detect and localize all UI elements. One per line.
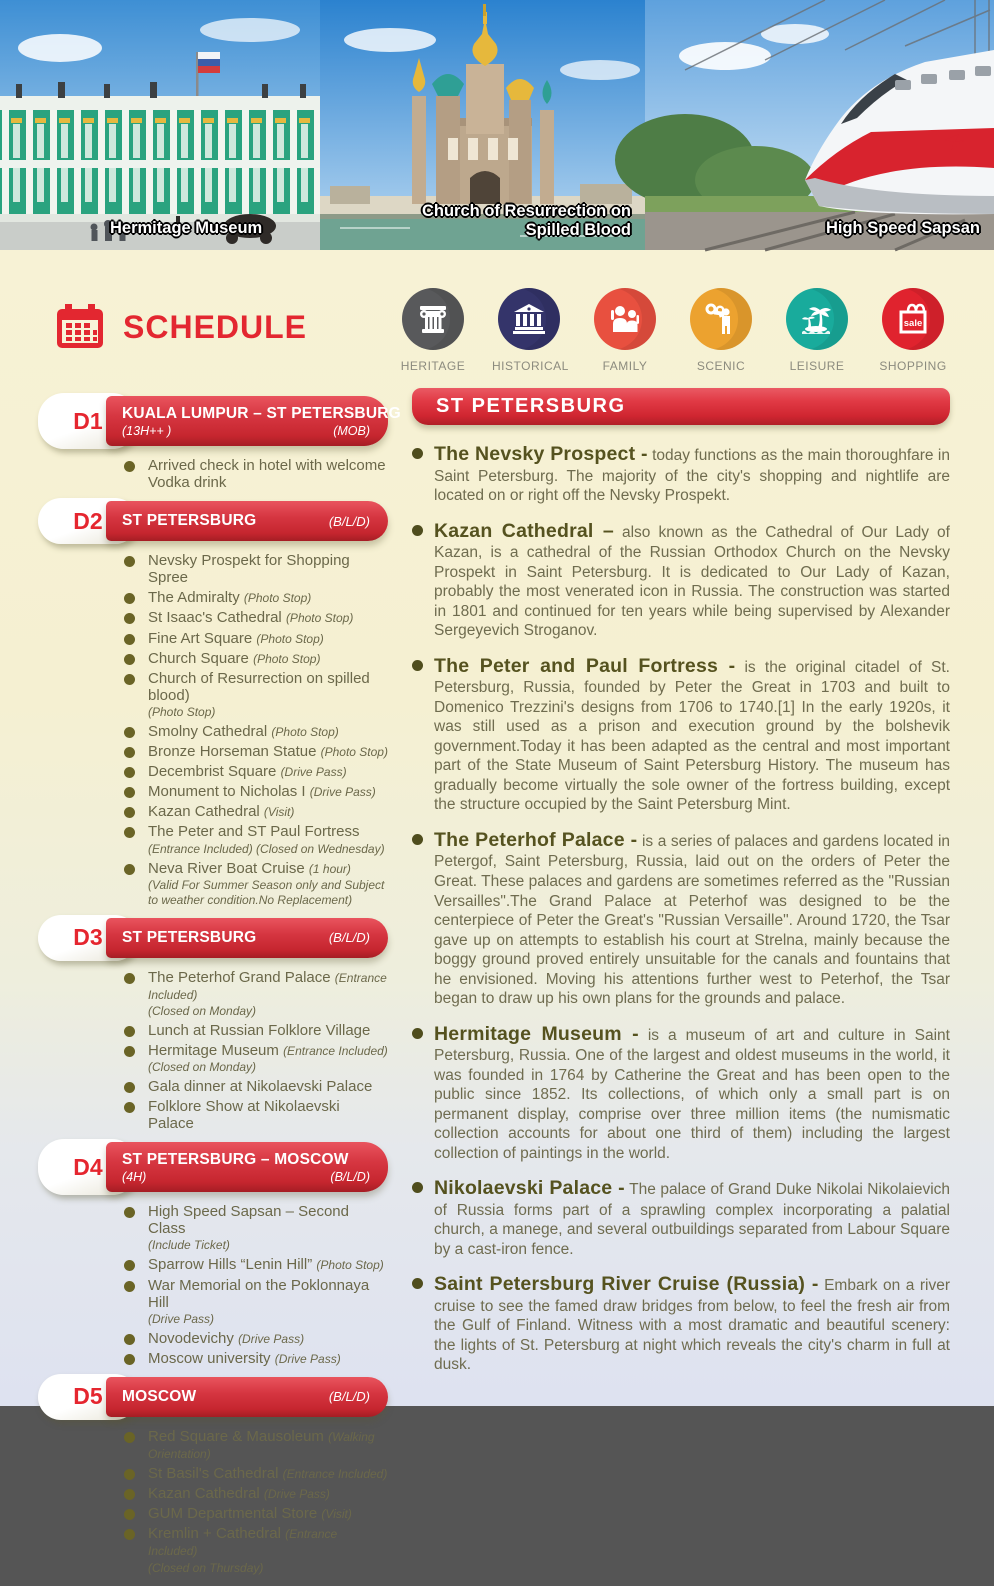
item-label: Monument to Nicholas I [148, 783, 306, 801]
day-block-d3 [38, 918, 388, 1133]
photo-strip [0, 0, 994, 250]
attraction-section [412, 1272, 950, 1375]
attraction-heading: Kazan Cathedral – [434, 519, 614, 542]
schedule-item [124, 589, 388, 606]
attraction-paragraph [434, 519, 950, 641]
item-label: GUM Departmental Store [148, 1505, 318, 1523]
attraction-heading: The Peterhof Palace - [434, 828, 638, 851]
item-note-secondary: (Photo Stop) [148, 704, 216, 719]
museum-icon [498, 288, 560, 350]
day-number: D1 [73, 407, 103, 434]
day-block-d5 [38, 1377, 388, 1576]
schedule-item [124, 743, 388, 760]
bullet-icon [124, 461, 135, 472]
bullet-icon [124, 1260, 135, 1271]
attraction-body: is a series of palaces and gardens located in Petergof, Saint Petersburg, Russia, laid out on the orders of Peter the Great. These palaces and gardens are sometimes referred as the "Russian Versailles".The Grand Palace at Peterhof was designed to be the centerpiece of Peter the Great's "Russian Versaille". Around 1720, the Tsar gave up on attempts to establish his court at Strelna, mainly because the boggy ground proved entirely unsuitable for the canals and fountains that he envisioned. Moving his attentions further west to Peterhof, the Tsar began to draw up his own plans for the grounds and palace. [434, 832, 951, 1008]
item-note: (Drive Pass) [309, 785, 376, 800]
bullet-icon [124, 973, 135, 984]
item-note: (Photo Stop) [285, 611, 354, 626]
day-items [124, 457, 388, 491]
day-block-d4 [38, 1142, 388, 1367]
day-banner-ribbon [106, 918, 388, 958]
attraction-body: is the original citadel of St. Petersburg, Russia, founded by Peter the Great in 1703 and built to Domenico Trezzini's designs from 1706 to 1740.[1] In the early 1920s, it was still used as a prison and execution ground by the bolshevik government.Today it has been adapted as the central and most important part of the State Museum of Saint Petersburg History. The museum has gradually become virtually the sole owner of the fortress building, except the structure occupied by the Saint Petersburg Mint. [434, 658, 950, 814]
category-label: FAMILY [602, 359, 648, 373]
schedule-item [124, 783, 388, 800]
item-note-secondary: (Closed on Monday) [148, 1059, 257, 1074]
bullet-icon [124, 1334, 135, 1345]
category-label: SCENIC [696, 359, 746, 373]
item-note-secondary: (Include Ticket) [148, 1238, 230, 1253]
palm-island-icon [786, 288, 848, 350]
day-banner [38, 396, 401, 446]
day-meals: (B/L/D) [328, 1389, 370, 1405]
item-note: (Entrance Included) [283, 1043, 388, 1058]
bullet-icon [124, 1281, 135, 1292]
item-note: (1 hour) [308, 861, 351, 876]
sale-bag-icon [882, 288, 944, 350]
bullet-icon [124, 613, 135, 624]
bullet-icon [124, 1026, 135, 1037]
bullet-icon [412, 1278, 423, 1289]
bullet-icon [412, 834, 423, 845]
day-meals: (B/L/D) [328, 930, 370, 946]
item-label: Neva River Boat Cruise [148, 859, 305, 877]
item-label: The Peter and ST Paul Fortress [148, 823, 360, 841]
item-note: (Visit) [263, 805, 295, 820]
bullet-icon [124, 1529, 135, 1540]
item-label: St Isaac's Cathedral [148, 609, 282, 627]
day-title: ST PETERSBURG [122, 928, 257, 946]
item-label: Church of Resurrection on spilled blood) [148, 669, 370, 704]
day-duration: (4H) [122, 1169, 147, 1184]
bullet-icon [124, 727, 135, 738]
item-label: Church Square [148, 649, 249, 667]
item-label: High Speed Sapsan – Second Class [148, 1203, 349, 1238]
item-label: Hermitage Museum [148, 1041, 279, 1059]
item-note: (Walking Orientation) [148, 1429, 375, 1461]
item-note: (Photo Stop) [320, 745, 388, 760]
category-label: HERITAGE [400, 359, 466, 373]
sapsan-photo-art [645, 0, 994, 250]
day-block-d2 [38, 501, 388, 907]
bullet-icon [124, 1046, 135, 1057]
category-shopping [876, 288, 950, 373]
photo-caption: Hermitage Museum [110, 219, 263, 238]
schedule-item [124, 1098, 388, 1132]
day-banner-ribbon [106, 1142, 388, 1192]
schedule-item [124, 1203, 388, 1253]
item-label: Folklore Show at Nikolaevski Palace [148, 1098, 340, 1133]
bullet-icon [124, 747, 135, 758]
item-label: Moscow university [148, 1349, 271, 1367]
item-label: Smolny Cathedral [148, 722, 268, 740]
schedule-item [124, 1256, 388, 1273]
attraction-paragraph [434, 1176, 950, 1259]
schedule-item [124, 860, 388, 908]
day-banner [38, 1377, 388, 1417]
day-duration: (13H++ ) [122, 423, 172, 438]
item-note: (Photo Stop) [253, 651, 321, 666]
day-banner-ribbon [106, 1377, 388, 1417]
sale-badge: sale [903, 318, 923, 329]
schedule-item [124, 969, 388, 1019]
day-banner [38, 501, 388, 541]
hermitage-photo-art [0, 0, 320, 250]
schedule-item [124, 552, 388, 586]
attraction-section [412, 519, 950, 641]
day-number: D5 [73, 1383, 103, 1410]
day-block-d1 [38, 396, 401, 492]
bullet-icon [124, 593, 135, 604]
attraction-heading: The Nevsky Prospect - [434, 443, 648, 465]
day-banner-ribbon [106, 501, 388, 541]
bullet-icon [124, 1102, 135, 1113]
item-label: Bronze Horseman Statue [148, 743, 317, 761]
schedule-item [124, 650, 388, 667]
day-title: ST PETERSBURG – MOSCOW [122, 1150, 349, 1168]
attraction-section [412, 442, 950, 506]
attraction-heading: Nikolaevski Palace - [434, 1177, 625, 1200]
day-number: D3 [73, 924, 103, 951]
attraction-body: is a museum of art and culture in Saint Petersburg, Russia. One of the largest and oldest museums in the world, it was founded in 1764 by Catherine the Great and has been open to the public since 1852. Its collections, of which only a small part is on permanent display, comprise over three million items (the numismatic collection accounts for about one third of them) including the largest collection of paintings in the world. [434, 1026, 950, 1162]
schedule-item [124, 1525, 388, 1575]
bullet-icon [124, 1354, 135, 1365]
category-leisure [780, 288, 854, 373]
hermitage-photo [0, 0, 320, 250]
attraction-section [412, 1176, 950, 1259]
day-banner [38, 1142, 388, 1192]
day-items [124, 1428, 388, 1576]
item-label: Kazan Cathedral [148, 803, 260, 821]
item-note: (Photo Stop) [243, 591, 312, 606]
attraction-heading: Saint Petersburg River Cruise (Russia) - [434, 1273, 819, 1296]
schedule-item [124, 763, 388, 780]
two-column-layout [0, 388, 994, 1586]
bullet-icon [124, 1207, 135, 1218]
bullet-icon [124, 807, 135, 818]
attraction-paragraph [434, 1022, 950, 1164]
item-note: (Photo Stop) [271, 724, 339, 739]
brochure-content [0, 250, 994, 1586]
category-label: HISTORICAL [492, 359, 569, 373]
sapsan-train-photo [645, 0, 994, 250]
day-items [124, 969, 388, 1133]
schedule-item [124, 1078, 388, 1095]
item-label: The Admiralty [148, 589, 240, 607]
item-note: (Drive Pass) [238, 1331, 305, 1346]
attraction-section [412, 828, 950, 1009]
item-note-secondary: (Valid For Summer Season only and Subject to weather condition.No Replacement) [148, 877, 385, 907]
category-icons [396, 288, 950, 373]
bullet-icon [124, 787, 135, 798]
schedule-item [124, 1277, 388, 1327]
schedule-item [124, 1042, 388, 1075]
item-label: Fine Art Square [148, 629, 253, 647]
calendar-icon [55, 304, 105, 350]
schedule-item [124, 609, 388, 626]
item-note: (Visit) [321, 1507, 352, 1522]
attraction-heading: The Peter and Paul Fortress - [434, 654, 736, 677]
bullet-icon [412, 660, 423, 671]
content-header [0, 250, 994, 388]
day-items [124, 1203, 388, 1367]
item-note-secondary: (Closed on Monday) [148, 1003, 257, 1018]
bullet-icon [412, 1028, 423, 1039]
schedule-item [124, 1350, 388, 1367]
attraction-body: also known as the Cathedral of Our Lady of Kazan, is a cathedral of the Russian Orthodox Church on the Nevsky Prospekt in Saint Petersburg. It is dedicated to Our Lady of Kazan, probably the most venerated icon in Russia. The construction was started in 1801 and continued for ten years while being supervised by Alexander Sergeyevich Stroganov. [434, 523, 950, 640]
schedule-item [124, 457, 388, 491]
bullet-icon [124, 634, 135, 645]
binoculars-icon [690, 288, 752, 350]
day-number: D2 [73, 507, 103, 534]
item-note: (Entrance Included) [282, 1467, 388, 1482]
item-note: (Drive Pass) [280, 765, 347, 780]
item-note: (Entrance Included) [148, 1527, 338, 1559]
category-scenic [684, 288, 758, 373]
item-note: (Photo Stop) [316, 1258, 384, 1273]
bullet-icon [124, 1469, 135, 1480]
schedule-item [124, 670, 388, 720]
destination-banner [412, 388, 950, 425]
item-label: Red Square & Mausoleum [148, 1427, 324, 1445]
photo-caption: High Speed Sapsan [825, 219, 980, 238]
day-items [124, 552, 388, 907]
schedule-header [55, 304, 307, 350]
schedule-item [124, 823, 388, 856]
item-label: Novodevichy [148, 1329, 234, 1347]
item-label: Gala dinner at Nikolaevski Palace [148, 1077, 373, 1095]
bullet-icon [412, 525, 423, 536]
bullet-icon [124, 1432, 135, 1443]
item-label: St Basil's Cathedral [148, 1465, 279, 1483]
bullet-icon [124, 674, 135, 685]
item-note: (Drive Pass) [263, 1487, 330, 1502]
schedule-item [124, 1428, 388, 1462]
item-note-secondary: (Drive Pass) [148, 1311, 215, 1326]
item-label: Sparrow Hills “Lenin Hill” [148, 1256, 313, 1274]
item-note-secondary: (Entrance Included) (Closed on Wednesday) [148, 841, 385, 856]
schedule-column [38, 388, 401, 1586]
bullet-icon [412, 1182, 423, 1193]
category-family [588, 288, 662, 373]
attraction-section [412, 1022, 950, 1164]
item-label: Decembrist Square [148, 763, 277, 781]
attraction-paragraph [434, 828, 950, 1009]
schedule-item [124, 723, 388, 740]
attraction-paragraph [434, 442, 950, 506]
schedule-item [124, 1505, 388, 1522]
day-meals: (MOB) [333, 423, 370, 438]
item-note: (Drive Pass) [274, 1351, 341, 1366]
attraction-body: Embark on a river cruise to see the famed draw bridges from below, to feel the fresh air from the Gulf of Finland. Witness with a most dramatic and beautiful scenery: the lights of St. Petersburg at night which reveals the city's charm in full at dusk. [434, 1277, 950, 1374]
bullet-icon [124, 1509, 135, 1520]
item-label: The Peterhof Grand Palace [148, 968, 331, 986]
schedule-item [124, 1022, 388, 1039]
bullet-icon [124, 556, 135, 567]
schedule-item [124, 1330, 388, 1347]
destination-title: ST PETERSBURG [436, 395, 626, 417]
item-label: Kremlin + Cathedral [148, 1525, 281, 1543]
category-heritage [396, 288, 470, 373]
schedule-item [124, 803, 388, 820]
destination-sections [412, 442, 950, 1375]
attraction-heading: Hermitage Museum - [434, 1022, 639, 1045]
day-meals: (B/L/D) [330, 1169, 370, 1184]
item-label: Lunch at Russian Folklore Village [148, 1021, 371, 1039]
destination-column [412, 388, 950, 1388]
day-title: KUALA LUMPUR – ST PETERSBURG [122, 404, 401, 422]
day-meals: (B/L/D) [328, 513, 370, 529]
bullet-icon [124, 827, 135, 838]
day-title: MOSCOW [122, 1387, 197, 1405]
day-banner-ribbon [106, 396, 401, 446]
attraction-paragraph [434, 654, 950, 815]
schedule-item [124, 1465, 388, 1482]
attraction-paragraph [434, 1272, 950, 1375]
bullet-icon [124, 864, 135, 875]
attraction-body: The palace of Grand Duke Nikolai Nikolaievich of Russia forms part of a sprawling complex incorporating a palatial church, a manege, and several outbuildings separated from Labour Square by a cast-iron fence. [434, 1181, 951, 1258]
bullet-icon [124, 1082, 135, 1093]
schedule-title: SCHEDULE [123, 308, 308, 345]
bullet-icon [412, 448, 423, 459]
item-note: (Entrance Included) [148, 970, 387, 1002]
schedule-item [124, 630, 388, 647]
day-number: D4 [73, 1153, 103, 1180]
photo-caption: Church of Resurrection on Spilled Blood [421, 202, 631, 240]
roman-column-icon [402, 288, 464, 350]
item-label: Kazan Cathedral [148, 1485, 260, 1503]
item-label: War Memorial on the Poklonnaya Hill [148, 1276, 370, 1311]
schedule-item [124, 1485, 388, 1502]
day-banner [38, 918, 388, 958]
bullet-icon [124, 767, 135, 778]
day-title: ST PETERSBURG [122, 512, 257, 530]
bullet-icon [124, 654, 135, 665]
item-note-secondary: (Closed on Thursday) [148, 1560, 264, 1575]
attraction-section [412, 654, 950, 815]
item-label: Nevsky Prospekt for Shopping Spree [148, 552, 350, 587]
bullet-icon [124, 1489, 135, 1500]
item-label: Arrived check in hotel with welcome Vodka drink [148, 457, 386, 492]
category-label: SHOPPING [879, 359, 947, 373]
attraction-body: today functions as the main thoroughfare in Saint Petersburg. The majority of the city's shopping and nightlife are located on or right off the Nevsky Prospekt. [434, 447, 950, 505]
item-note: (Photo Stop) [256, 631, 324, 646]
church-photo [320, 0, 645, 250]
family-icon [594, 288, 656, 350]
category-label: LEISURE [789, 359, 845, 373]
category-historical [492, 288, 569, 373]
